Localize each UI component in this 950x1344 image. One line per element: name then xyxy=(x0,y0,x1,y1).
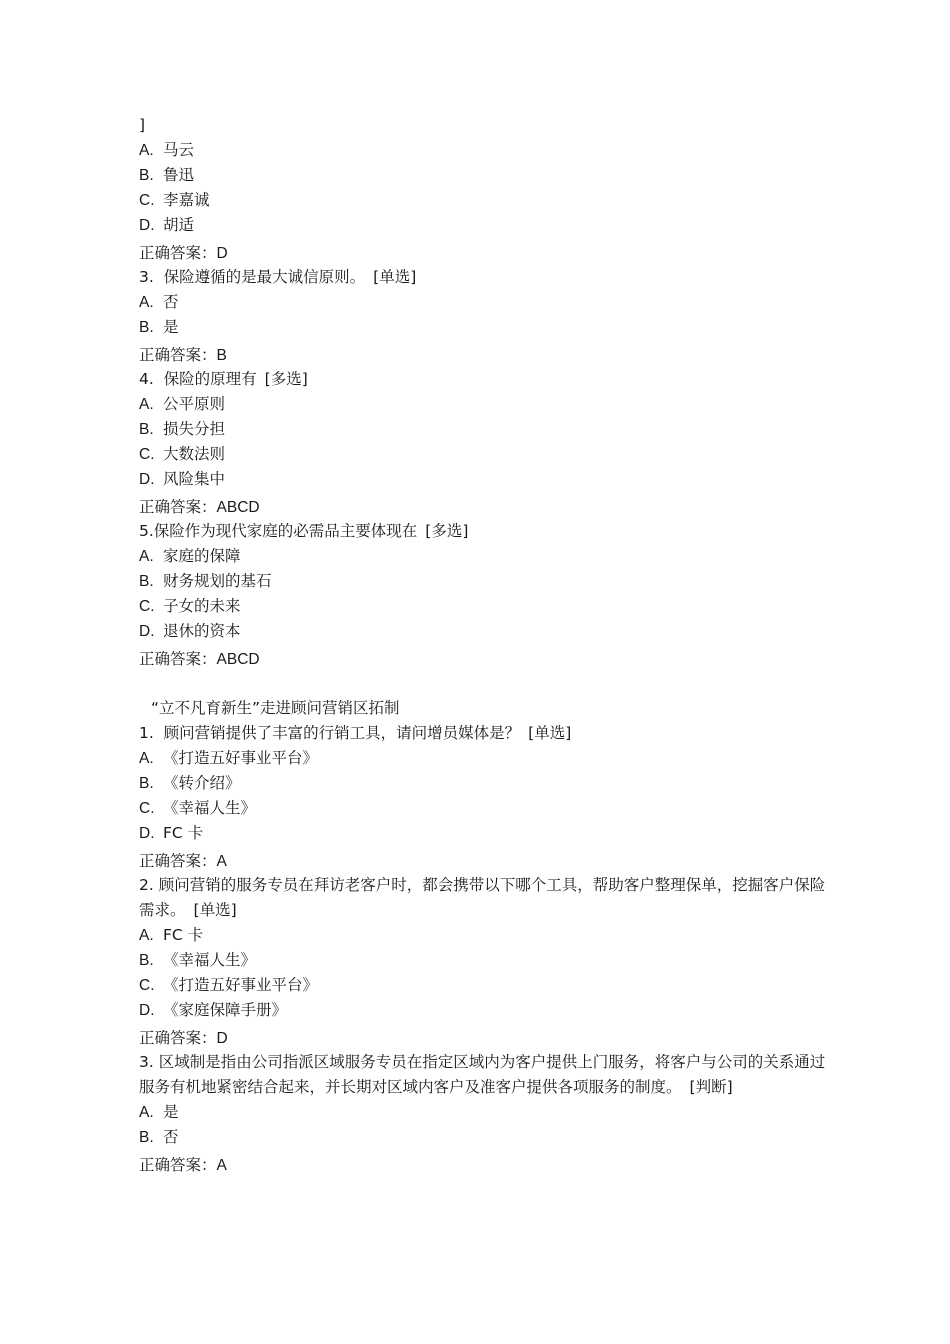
answer-line xyxy=(139,492,829,519)
option-letter: C. xyxy=(139,800,155,817)
answer-line xyxy=(139,644,829,671)
answer-value: A xyxy=(216,1157,227,1174)
answer-label: 正确答案： xyxy=(139,1156,217,1174)
option-c xyxy=(139,442,829,467)
option-text: 风险集中 xyxy=(163,470,226,488)
answer-label: 正确答案： xyxy=(139,1029,217,1047)
answer-label: 正确答案： xyxy=(139,346,217,364)
option-text: FC 卡 xyxy=(163,926,204,944)
option-text: 是 xyxy=(163,1103,179,1121)
answer-label: 正确答案： xyxy=(139,650,217,668)
answer-line xyxy=(139,238,829,265)
question-text xyxy=(139,265,829,290)
option-text: 子女的未来 xyxy=(163,597,241,615)
option-d xyxy=(139,619,829,644)
answer-value: ABCD xyxy=(216,499,260,516)
option-text: 《幸福人生》 xyxy=(163,799,257,817)
option-a xyxy=(139,138,829,163)
question-text xyxy=(139,519,829,544)
option-b xyxy=(139,163,829,188)
option-letter: B. xyxy=(139,952,154,969)
question-body: 4. 保险的原理有 xyxy=(139,370,257,388)
option-letter: D. xyxy=(139,217,155,234)
question-body: 5.保险作为现代家庭的必需品主要体现在 xyxy=(139,522,418,540)
question-text xyxy=(139,721,829,746)
option-text: 否 xyxy=(163,1128,179,1146)
option-text: 鲁迅 xyxy=(163,166,195,184)
question-text xyxy=(139,367,829,392)
option-b xyxy=(139,417,829,442)
option-letter: D. xyxy=(139,471,155,488)
option-letter: A. xyxy=(139,142,154,159)
option-letter: B. xyxy=(139,167,154,184)
option-letter: A. xyxy=(139,396,154,413)
option-letter: B. xyxy=(139,1129,154,1146)
option-c xyxy=(139,188,829,213)
question-body: 1. 顾问营销提供了丰富的行销工具，请问增员媒体是？ xyxy=(139,724,521,742)
question-text xyxy=(139,873,829,923)
option-d xyxy=(139,213,829,238)
option-a xyxy=(139,923,829,948)
option-letter: C. xyxy=(139,192,155,209)
option-text: 马云 xyxy=(163,141,195,159)
option-a xyxy=(139,392,829,417)
option-letter: B. xyxy=(139,775,154,792)
option-c xyxy=(139,594,829,619)
answer-value: A xyxy=(216,853,227,870)
answer-value: D xyxy=(216,1030,228,1047)
option-text: 大数法则 xyxy=(163,445,226,463)
answer-label: 正确答案： xyxy=(139,498,217,516)
option-text: 否 xyxy=(163,293,179,311)
option-text: 退休的资本 xyxy=(163,622,241,640)
answer-line xyxy=(139,1150,829,1177)
option-text: 公平原则 xyxy=(163,395,226,413)
option-text: 《家庭保障手册》 xyxy=(163,1001,288,1019)
answer-label: 正确答案： xyxy=(139,244,217,262)
option-text: 《打造五好事业平台》 xyxy=(163,749,319,767)
option-b xyxy=(139,1125,829,1150)
option-letter: A. xyxy=(139,1104,154,1121)
answer-line xyxy=(139,340,829,367)
option-letter: C. xyxy=(139,598,155,615)
option-letter: A. xyxy=(139,927,154,944)
option-letter: A. xyxy=(139,548,154,565)
question-type-tag: [多选] xyxy=(264,370,308,388)
question-type-tag: [判断] xyxy=(689,1078,733,1096)
option-b xyxy=(139,771,829,796)
answer-line xyxy=(139,846,829,873)
option-d xyxy=(139,467,829,492)
option-b xyxy=(139,948,829,973)
option-b xyxy=(139,569,829,594)
document-content xyxy=(139,113,829,1177)
question-body: 2. 顾问营销的服务专员在拜访老客户时，都会携带以下哪个工具，帮助客户整理保单，挖掘客户保险需求。 xyxy=(139,876,826,919)
option-a xyxy=(139,290,829,315)
option-a xyxy=(139,544,829,569)
answer-label: 正确答案： xyxy=(139,852,217,870)
question-text xyxy=(139,1050,829,1100)
option-text: 李嘉诚 xyxy=(163,191,210,209)
option-text: FC 卡 xyxy=(163,824,204,842)
question-body: 3. 保险遵循的是最大诚信原则。 xyxy=(139,268,366,286)
question-type-tag: [单选] xyxy=(528,724,572,742)
option-text: 财务规划的基石 xyxy=(163,572,272,590)
spacer xyxy=(139,671,829,696)
question-body: 3. 区域制是指由公司指派区域服务专员在指定区域内为客户提供上门服务，将客户与公司的关系通过服务有机地紧密结合起来，并长期对区域内客户及准客户提供各项服务的制度。 xyxy=(139,1053,826,1096)
option-d xyxy=(139,998,829,1023)
option-text: 是 xyxy=(163,318,179,336)
option-d xyxy=(139,821,829,846)
option-a xyxy=(139,746,829,771)
option-letter: B. xyxy=(139,573,154,590)
question-type-tag: [单选] xyxy=(193,901,237,919)
option-letter: D. xyxy=(139,825,155,842)
option-letter: D. xyxy=(139,623,155,640)
option-letter: D. xyxy=(139,1002,155,1019)
option-c xyxy=(139,973,829,998)
option-b xyxy=(139,315,829,340)
option-letter: A. xyxy=(139,750,154,767)
answer-value: B xyxy=(216,347,227,364)
answer-line xyxy=(139,1023,829,1050)
option-text: 《打造五好事业平台》 xyxy=(163,976,319,994)
option-letter: B. xyxy=(139,421,154,438)
question-type-tag: [单选] xyxy=(373,268,417,286)
option-a xyxy=(139,1100,829,1125)
option-text: 家庭的保障 xyxy=(163,547,241,565)
option-text: 《幸福人生》 xyxy=(163,951,257,969)
answer-value: D xyxy=(216,245,228,262)
option-c xyxy=(139,796,829,821)
option-text: 《转介绍》 xyxy=(163,774,241,792)
answer-value: ABCD xyxy=(216,651,260,668)
option-text: 胡适 xyxy=(163,216,195,234)
option-letter: A. xyxy=(139,294,154,311)
question-type-tag: [多选] xyxy=(425,522,469,540)
option-text: 损失分担 xyxy=(163,420,226,438)
question-fragment: ] xyxy=(139,116,146,134)
option-letter: C. xyxy=(139,446,155,463)
section-title: “立不凡育新生”走进顾问营销区拓制 xyxy=(151,699,400,717)
option-letter: B. xyxy=(139,319,154,336)
option-letter: C. xyxy=(139,977,155,994)
